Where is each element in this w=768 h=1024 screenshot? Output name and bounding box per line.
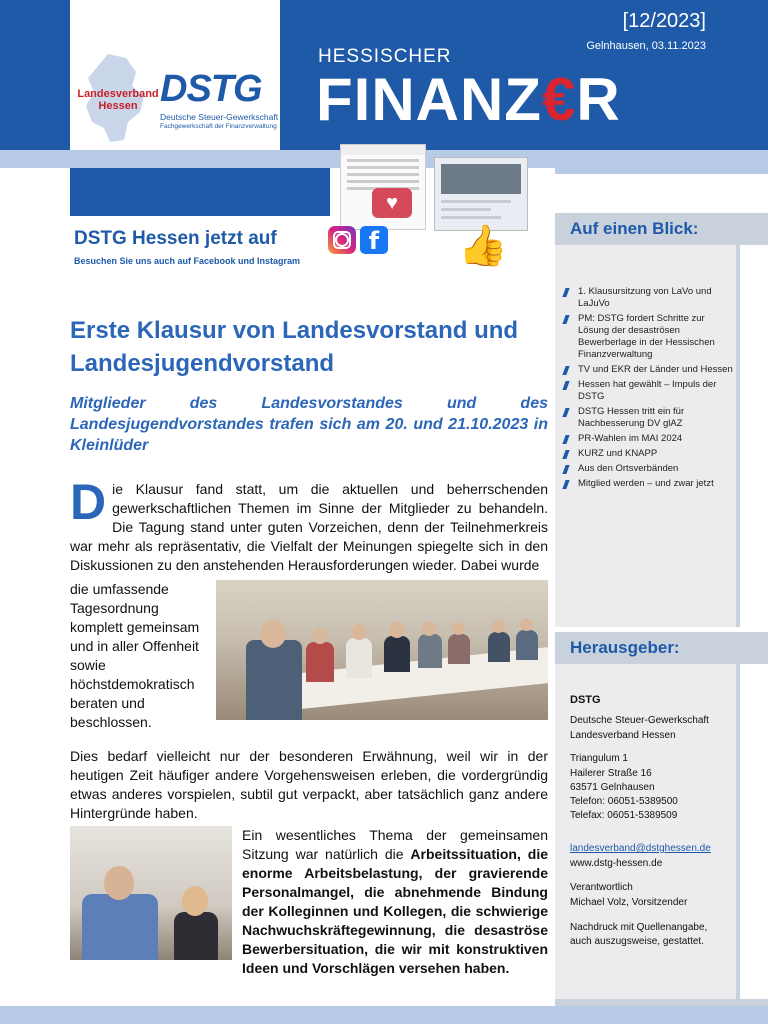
publisher-email-link[interactable]: landesverband@dstghessen.de	[570, 843, 711, 854]
social-headline: DSTG Hessen jetzt auf	[74, 228, 277, 249]
overview-title: Auf einen Blick:	[570, 219, 699, 238]
responsible-name: Michael Volz, Vorsitzender	[570, 897, 688, 908]
article-paragraph: Ein wesentliches Thema der gemeinsamen Sitzung war natürlich die Arbeitssituation, die enorme Arbeitsbelastung, der gravierende Personalmangel, die abnehmende Bindung der Kolleginnen und Kollegen, die schwierige Nachwuchskräftegewinnung, die desaströse Bewerbersituation, die wir mit konstruktiven Ideen und Vorschlägen versehen haben.	[242, 827, 548, 976]
drop-cap: D	[70, 474, 107, 530]
thumbs-up-icon: 👍	[458, 224, 508, 268]
reprint-note: Nachdruck mit Quellenangabe,	[570, 922, 708, 933]
publisher-fax: Telefax: 06051-5389509	[570, 810, 678, 821]
logo-wordmark: DSTG	[160, 68, 262, 110]
meeting-photo-detail	[70, 826, 232, 960]
toc-item[interactable]: KURZ und KNAPP	[562, 448, 737, 460]
masthead-small: HESSISCHER	[318, 46, 452, 67]
article-subhead: Mitglieder des Landesvorstandes und des Landesjugendvorstandes trafen sich am 20. und 21.10.2023 in Kleinlüder	[70, 395, 548, 454]
facebook-screenshot	[434, 157, 528, 231]
meeting-photo	[216, 580, 548, 720]
toc-item[interactable]: Hessen hat gewählt – Impuls der DSTG	[562, 379, 737, 403]
instagram-icon[interactable]	[328, 226, 356, 254]
sidebar-footer-stripe	[555, 999, 768, 1006]
toc-item[interactable]: 1. Klausursitzung von LaVo und LaJuVo	[562, 286, 737, 310]
facebook-icon[interactable]: f	[360, 226, 388, 254]
issue-number: [12/2023]	[622, 10, 706, 32]
social-subline: Besuchen Sie uns auch auf Facebook und Instagram	[74, 256, 301, 266]
publisher-line: Landesverband Hessen	[570, 730, 676, 741]
dateline: Gelnhausen, 03.11.2023	[586, 40, 706, 52]
article-paragraph: Die Klausur fand statt, um die aktuellen und beherrschenden gewerkschaftlichen Themen im Sinne der Mitglieder zu behandeln. Die Tagung stand unter guten Vorzeichen, denn der Teilnehmerkreis war mehr als repräsentativ, die Vielfalt der Meinungen spiegelte sich in den Diskussionen zu den anstehenden Herausforderungen wieder. Dabei wurde	[70, 474, 548, 573]
logo-landesverband: Landesverband Hessen	[77, 88, 159, 112]
footer-band	[0, 1006, 768, 1024]
masthead-title: FINANZ€R	[316, 66, 621, 133]
euro-glyph: €	[541, 66, 577, 133]
publisher-web[interactable]: www.dstg-hessen.de	[570, 858, 663, 869]
toc-item[interactable]: Mitglied werden – und zwar jetzt	[562, 478, 737, 490]
logo-subtitle: Deutsche Steuer-Gewerkschaft	[160, 112, 279, 122]
reprint-note: auch auszugsweise, gestattet.	[570, 936, 704, 947]
publisher-title: Herausgeber:	[570, 638, 680, 657]
article-headline: Erste Klausur von Landesvorstand und Landesjugendvorstand	[70, 317, 519, 377]
publisher-name: DSTG	[570, 694, 601, 706]
sidebar-stripe	[555, 150, 768, 174]
publisher-phone: Telefon: 06051-5389500	[570, 796, 678, 807]
toc-item[interactable]: DSTG Hessen tritt ein für Nachbesserung DV glAZ	[562, 406, 737, 430]
responsible-label: Verantwortlich	[570, 882, 633, 893]
header-accent-block	[70, 168, 330, 216]
toc-item[interactable]: PM: DSTG fordert Schritte zur Lösung der desaströsen Bewerberlage in der Hessischen Finanzverwaltung	[562, 313, 737, 361]
logo-tagline: Fachgewerkschaft der Finanzverwaltung	[160, 123, 277, 130]
publisher-address: Hailerer Straße 16	[570, 768, 652, 779]
toc-item[interactable]: Aus den Ortsverbänden	[562, 463, 737, 475]
publisher-line: Deutsche Steuer-Gewerkschaft	[570, 715, 709, 726]
article-paragraph: Dies bedarf vielleicht nur der besonderen Erwähnung, weil wir in der heutigen Zeit häufiger andere Vorgehensweisen erleben, die vordergründig etwas anderes vorspielen, subtil gut verpackt, aber tatsächlich ganz andere Hintergründe haben.	[70, 748, 548, 821]
toc-item[interactable]: TV und EKR der Länder und Hessen	[562, 364, 737, 376]
publisher-address: Triangulum 1	[570, 753, 628, 764]
toc-item[interactable]: PR-Wahlen im MAI 2024	[562, 433, 737, 445]
publisher-address: 63571 Gelnhausen	[570, 782, 655, 793]
heart-icon: ♥	[372, 188, 412, 218]
article-paragraph: die umfassende Tagesordnung komplett gemeinsam und in aller Offenheit sowie höchstdemokratisch beraten und beschlossen.	[70, 581, 200, 730]
table-of-contents	[562, 286, 737, 493]
